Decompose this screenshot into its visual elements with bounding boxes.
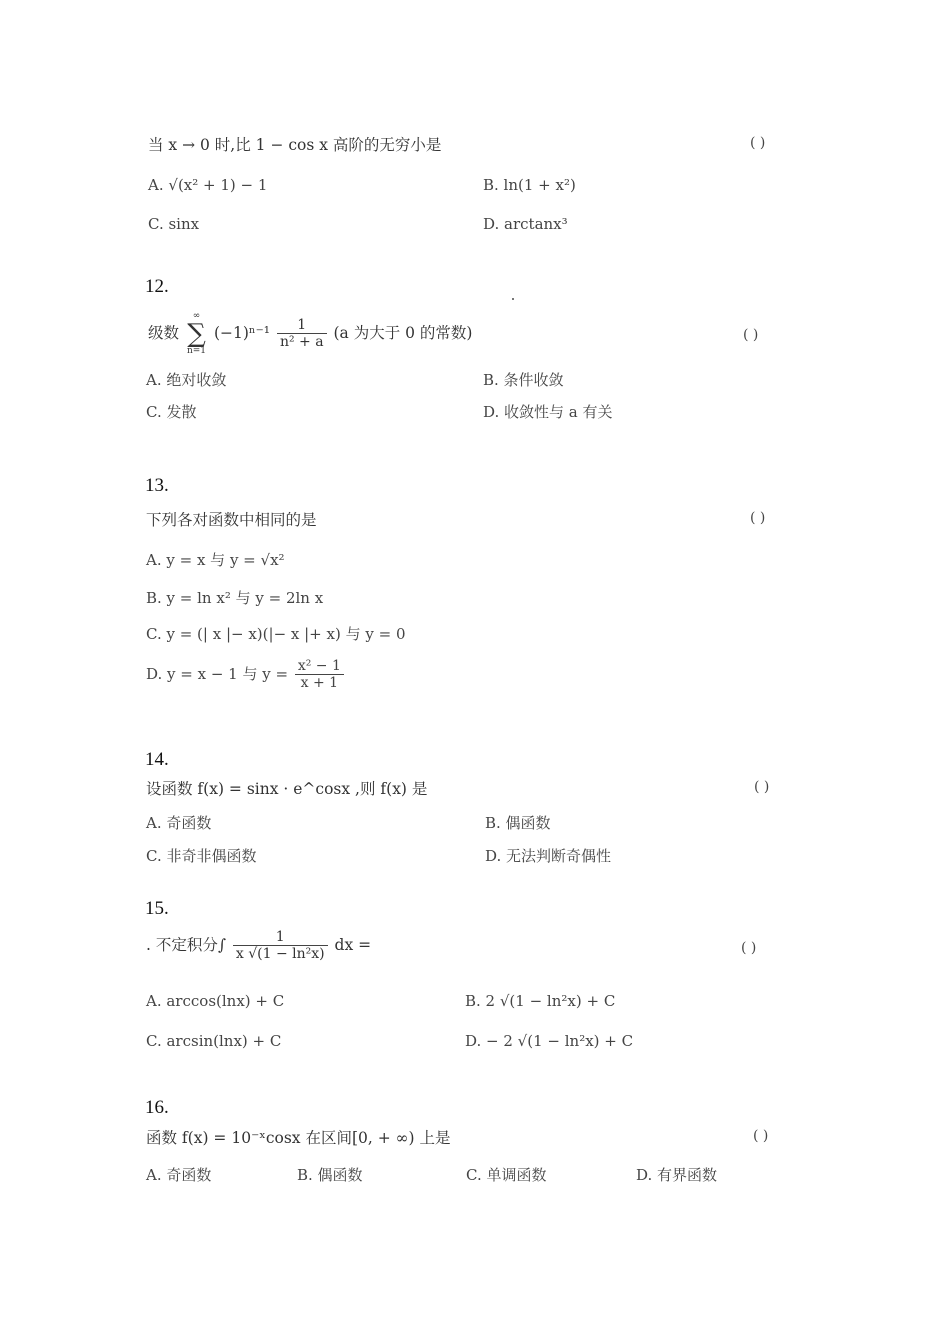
q13-option-d-pre: D. y = x − 1 与 y =: [146, 665, 289, 683]
q15-number: 15.: [145, 898, 169, 919]
q14-stem: 设函数 f(x) = sinx · e^cosx ,则 f(x) 是: [146, 780, 428, 798]
q11-option-a-expr: √(x² + 1) − 1: [168, 176, 268, 194]
q15-option-c: C. arcsin(lnx) + C: [146, 1032, 282, 1050]
q16-option-d: D. 有界函数: [636, 1166, 718, 1184]
q15-stem-post: dx =: [334, 936, 372, 954]
q11-option-a: [148, 176, 267, 194]
q16-option-a: A. 奇函数: [146, 1166, 212, 1184]
q11-answer-paren: ( ): [750, 135, 766, 151]
q12-answer-paren: ( ): [743, 327, 759, 343]
q16-answer-paren: ( ): [753, 1128, 769, 1144]
q12-option-d: D. 收敛性与 a 有关: [483, 403, 613, 421]
q12-term: (−1)ⁿ⁻¹: [213, 324, 271, 342]
q12-sum-lower: n=1: [186, 346, 207, 356]
q15-stem: [146, 929, 371, 963]
q12-summation: [187, 311, 206, 357]
q13-number: 13.: [145, 475, 169, 496]
q12-option-a: A. 绝对收敛: [146, 371, 227, 389]
q12-frac-den: n² + a: [279, 334, 324, 350]
q14-option-b: B. 偶函数: [485, 814, 551, 832]
q12-fraction: [277, 317, 327, 351]
q13-d-den: x + 1: [300, 675, 339, 691]
q11-stem: 当 x → 0 时,比 1 − cos x 高阶的无穷小是: [148, 136, 442, 154]
q13-option-a: A. y = x 与 y = √x²: [146, 551, 285, 569]
q12-sum-upper: ∞: [192, 311, 201, 321]
q15-option-b: B. 2 √(1 − ln²x) + C: [465, 992, 616, 1010]
q13-d-num: x² − 1: [295, 658, 344, 675]
q13-option-c: C. y = (| x |− x)(|− x |+ x) 与 y = 0: [146, 625, 406, 643]
q15-stem-pre: . 不定积分∫: [146, 936, 226, 954]
q12-option-c: C. 发散: [146, 403, 197, 421]
scan-dot: [512, 298, 514, 300]
q13-option-d-fraction: [295, 658, 344, 692]
q13-answer-paren: ( ): [750, 510, 766, 526]
q14-option-a: A. 奇函数: [146, 814, 212, 832]
q15-frac-den: x √(1 − ln²x): [235, 946, 325, 962]
q16-option-c: C. 单调函数: [466, 1166, 547, 1184]
q14-number: 14.: [145, 749, 169, 770]
q12-frac-num: 1: [277, 317, 327, 334]
q15-frac-num: 1: [233, 929, 328, 946]
q15-option-a: A. arccos(lnx) + C: [146, 992, 285, 1010]
q12-stem-post: (a 为大于 0 的常数): [333, 324, 473, 342]
q13-option-d: [146, 658, 346, 692]
q16-stem: 函数 f(x) = 10⁻ˣcosx 在区间[0, + ∞) 上是: [146, 1129, 451, 1147]
q13-stem: 下列各对函数中相同的是: [146, 511, 317, 529]
sigma-symbol: ∑: [187, 319, 206, 349]
q13-option-b: B. y = ln x² 与 y = 2ln x: [146, 589, 324, 607]
q11-option-b: B. ln(1 + x²): [483, 176, 576, 194]
q12-number: 12.: [145, 276, 169, 297]
q11-option-c: C. sinx: [148, 215, 200, 233]
q11-option-d: D. arctanx³: [483, 215, 568, 233]
q14-answer-paren: ( ): [754, 779, 770, 795]
q15-fraction: [233, 929, 328, 963]
q15-answer-paren: ( ): [741, 940, 757, 956]
q16-number: 16.: [145, 1097, 169, 1118]
q12-option-b: B. 条件收敛: [483, 371, 564, 389]
q12-stem-pre: 级数: [148, 324, 180, 342]
q11-option-a-label: A.: [148, 176, 164, 194]
q12-stem: [148, 311, 472, 357]
q15-option-d: D. − 2 √(1 − ln²x) + C: [465, 1032, 634, 1050]
q14-option-d: D. 无法判断奇偶性: [485, 847, 612, 865]
q16-option-b: B. 偶函数: [297, 1166, 363, 1184]
q14-option-c: C. 非奇非偶函数: [146, 847, 257, 865]
